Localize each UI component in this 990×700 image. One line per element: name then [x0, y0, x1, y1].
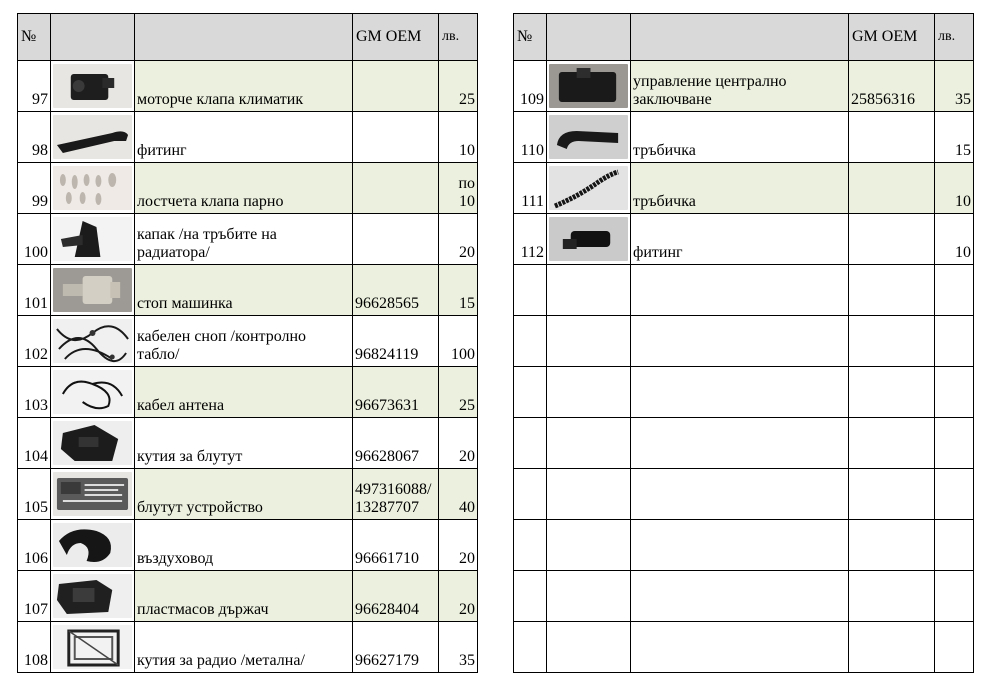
part-oem-number: 96627179	[353, 622, 439, 673]
part-price: 15	[439, 265, 478, 316]
row-number	[514, 316, 547, 367]
part-name	[631, 265, 849, 316]
part-oem-number	[353, 61, 439, 112]
part-price	[935, 469, 974, 520]
part-oem-number: 96673631	[353, 367, 439, 418]
part-image	[547, 622, 631, 673]
row-number: 104	[18, 418, 51, 469]
row-number: 106	[18, 520, 51, 571]
part-price	[935, 367, 974, 418]
part-name: лостчета клапа парно	[135, 163, 353, 214]
part-name: въздуховод	[135, 520, 353, 571]
part-price: 10	[935, 214, 974, 265]
part-oem-number	[849, 571, 935, 622]
part-oem-number	[353, 112, 439, 163]
part-image	[547, 367, 631, 418]
levers-photo	[53, 166, 132, 210]
row-number: 105	[18, 469, 51, 520]
part-image	[51, 265, 135, 316]
part-name: блутут устройство	[135, 469, 353, 520]
part-name: фитинг	[631, 214, 849, 265]
row-number	[514, 520, 547, 571]
part-price: 100	[439, 316, 478, 367]
part-name: фитинг	[135, 112, 353, 163]
row-number: 111	[514, 163, 547, 214]
part-name	[631, 367, 849, 418]
header-num: №	[514, 14, 547, 61]
part-name: стоп машинка	[135, 265, 353, 316]
part-oem-number: 96628067	[353, 418, 439, 469]
part-price	[935, 418, 974, 469]
row-number: 99	[18, 163, 51, 214]
part-price	[935, 622, 974, 673]
row-number: 107	[18, 571, 51, 622]
part-image	[547, 112, 631, 163]
part-image	[547, 214, 631, 265]
cover-photo	[53, 217, 132, 261]
header-name	[631, 14, 849, 61]
table-row	[18, 214, 478, 265]
part-name	[631, 469, 849, 520]
row-number: 102	[18, 316, 51, 367]
part-name: тръбичка	[631, 163, 849, 214]
table-row	[514, 367, 974, 418]
table-row	[514, 265, 974, 316]
table-row	[514, 520, 974, 571]
row-number	[514, 265, 547, 316]
part-price: 35	[439, 622, 478, 673]
part-oem-number	[849, 418, 935, 469]
part-name: моторче клапа климатик	[135, 61, 353, 112]
part-image	[547, 265, 631, 316]
table-row	[514, 214, 974, 265]
table-row	[514, 418, 974, 469]
header-price: лв.	[439, 14, 478, 61]
part-name: тръбичка	[631, 112, 849, 163]
part-price: 25	[439, 61, 478, 112]
part-price	[935, 316, 974, 367]
header-num: №	[18, 14, 51, 61]
part-name	[631, 316, 849, 367]
part-price: 35	[935, 61, 974, 112]
row-number: 97	[18, 61, 51, 112]
part-image	[547, 469, 631, 520]
part-name	[631, 622, 849, 673]
table-row	[18, 112, 478, 163]
part-oem-number	[849, 469, 935, 520]
part-image	[547, 163, 631, 214]
table-row	[18, 163, 478, 214]
row-number	[514, 367, 547, 418]
part-image	[51, 520, 135, 571]
part-oem-number	[849, 112, 935, 163]
parts-table-right	[513, 13, 974, 673]
antenna-cable-photo	[53, 370, 132, 414]
part-oem-number	[849, 265, 935, 316]
part-price: 40	[439, 469, 478, 520]
part-oem-number: 497316088/ 13287707	[353, 469, 439, 520]
table-row	[18, 61, 478, 112]
header-name	[135, 14, 353, 61]
fitting-photo	[549, 217, 628, 261]
part-image	[51, 469, 135, 520]
part-name	[631, 418, 849, 469]
lock-control-photo	[549, 64, 628, 108]
row-number: 100	[18, 214, 51, 265]
part-image	[51, 214, 135, 265]
table-row	[18, 367, 478, 418]
part-image	[51, 418, 135, 469]
part-price: 20	[439, 571, 478, 622]
table-row	[514, 61, 974, 112]
table-row	[18, 418, 478, 469]
row-number	[514, 418, 547, 469]
part-oem-number	[849, 520, 935, 571]
part-oem-number	[353, 163, 439, 214]
part-image	[547, 316, 631, 367]
bluetooth-module-photo	[53, 472, 132, 516]
part-image	[547, 520, 631, 571]
part-oem-number: 96824119	[353, 316, 439, 367]
part-price: 25	[439, 367, 478, 418]
part-price: 20	[439, 520, 478, 571]
part-name: кабел антена	[135, 367, 353, 418]
table-row	[514, 112, 974, 163]
part-price	[935, 265, 974, 316]
part-price: 10	[439, 112, 478, 163]
part-name: управление централно заключване	[631, 61, 849, 112]
header-price: лв.	[935, 14, 974, 61]
row-number	[514, 571, 547, 622]
table-header	[514, 14, 974, 61]
row-number: 103	[18, 367, 51, 418]
part-name	[631, 520, 849, 571]
part-image	[547, 571, 631, 622]
tube-short-photo	[549, 115, 628, 159]
part-name: кутия за блутут	[135, 418, 353, 469]
part-oem-number: 96628565	[353, 265, 439, 316]
table-row	[514, 316, 974, 367]
row-number	[514, 622, 547, 673]
row-number	[514, 469, 547, 520]
row-number: 110	[514, 112, 547, 163]
part-oem-number	[353, 214, 439, 265]
part-price	[935, 571, 974, 622]
bluetooth-box-photo	[53, 421, 132, 465]
part-oem-number	[849, 622, 935, 673]
stop-switch-photo	[53, 268, 132, 312]
part-name: пластмасов държач	[135, 571, 353, 622]
part-image	[51, 622, 135, 673]
part-image	[51, 316, 135, 367]
part-name: кабелен сноп /контролно табло/	[135, 316, 353, 367]
table-row	[18, 520, 478, 571]
part-image	[51, 112, 135, 163]
parts-table-left	[17, 13, 478, 673]
part-price: 10	[935, 163, 974, 214]
part-oem-number	[849, 316, 935, 367]
plastic-holder-photo	[53, 574, 132, 618]
part-oem-number	[849, 163, 935, 214]
table-row	[18, 316, 478, 367]
part-name	[631, 571, 849, 622]
part-oem-number: 25856316	[849, 61, 935, 112]
radio-cage-photo	[53, 625, 132, 669]
part-name: кутия за радио /метална/	[135, 622, 353, 673]
part-oem-number	[849, 367, 935, 418]
row-number: 98	[18, 112, 51, 163]
part-oem-number	[849, 214, 935, 265]
table-row	[18, 265, 478, 316]
actuator-motor-photo	[53, 64, 132, 108]
part-image	[51, 367, 135, 418]
part-image	[51, 163, 135, 214]
row-number: 109	[514, 61, 547, 112]
header-oem: GM OEM	[849, 14, 935, 61]
part-image	[51, 571, 135, 622]
air-duct-photo	[53, 523, 132, 567]
part-oem-number: 96628404	[353, 571, 439, 622]
header-image	[547, 14, 631, 61]
header-oem: GM OEM	[353, 14, 439, 61]
table-row	[514, 469, 974, 520]
part-oem-number: 96661710	[353, 520, 439, 571]
wire-harness-photo	[53, 319, 132, 363]
table-row	[18, 622, 478, 673]
header-image	[51, 14, 135, 61]
fitting-pipe-photo	[53, 115, 132, 159]
table-row	[18, 469, 478, 520]
part-price	[935, 520, 974, 571]
part-image	[547, 61, 631, 112]
part-price: 15	[935, 112, 974, 163]
part-image	[547, 418, 631, 469]
table-row	[514, 571, 974, 622]
part-price: 20	[439, 214, 478, 265]
part-price: 20	[439, 418, 478, 469]
row-number: 101	[18, 265, 51, 316]
table-header	[18, 14, 478, 61]
row-number: 108	[18, 622, 51, 673]
part-name: капак /на тръбите на радиатора/	[135, 214, 353, 265]
table-row	[514, 163, 974, 214]
table-row	[514, 622, 974, 673]
part-price: по 10	[439, 163, 478, 214]
row-number: 112	[514, 214, 547, 265]
table-row	[18, 571, 478, 622]
tube-long-photo	[549, 166, 628, 210]
part-image	[51, 61, 135, 112]
